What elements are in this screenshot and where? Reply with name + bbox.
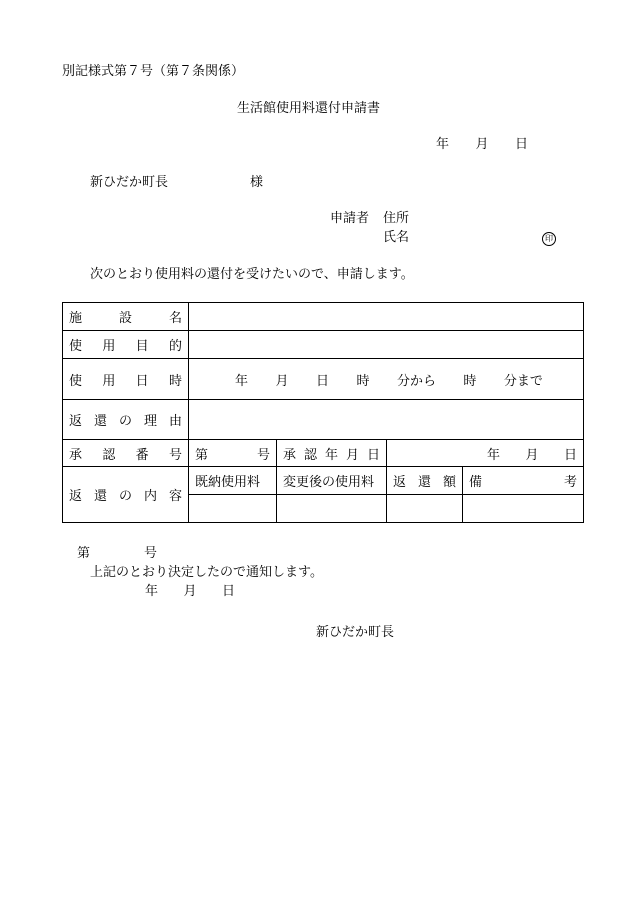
day-label: 日 (514, 137, 528, 152)
value-part: 考 (563, 475, 577, 490)
facility-input[interactable] (189, 303, 584, 331)
label-char: 承 (283, 447, 297, 463)
value-part: 分から (396, 373, 436, 389)
notice-number-prefix: 第 (77, 546, 91, 561)
label-char: 時 (168, 373, 182, 389)
label-char: 用 (102, 339, 116, 354)
seal-icon: 印 (542, 232, 556, 246)
value-part: 備 (469, 475, 483, 490)
approval-date-value (487, 444, 577, 463)
refund-amount-input[interactable] (387, 495, 463, 523)
label-char: の (118, 489, 132, 504)
label-char: 名 (168, 311, 182, 326)
datetime-label-cell (63, 359, 189, 400)
notice-day: 日 (221, 584, 235, 599)
label-char: 還 (417, 475, 431, 490)
refund-detail-label-cell (63, 467, 189, 523)
approval-no-label-cell (63, 440, 189, 467)
label-char: 理 (143, 414, 157, 429)
approval-no-value (195, 444, 270, 463)
addressee-honorific: 様 (250, 175, 264, 190)
label-char: 的 (168, 339, 182, 354)
refund-amount-header (387, 467, 463, 495)
facility-label (69, 307, 182, 326)
reason-label (69, 410, 182, 429)
seal-mark (542, 230, 556, 246)
document-title: 生活館使用料還付申請書 (237, 101, 381, 116)
notice-date (145, 584, 235, 600)
approval-date-input[interactable] (387, 440, 584, 467)
value-part: 年 (235, 373, 249, 389)
label-char: 施 (69, 311, 83, 326)
datetime-input[interactable] (189, 359, 584, 400)
label-char: 日 (135, 373, 149, 389)
form-reference: 別記様式第７号（第７条関係） (62, 64, 245, 79)
remarks-header-text (469, 471, 577, 490)
label-char: 年 (324, 447, 338, 463)
application-table (62, 302, 584, 523)
label-char: 返 (393, 475, 407, 490)
value-part: 月 (275, 373, 289, 389)
reason-label-cell (63, 400, 189, 440)
addressee-name: 新ひだか町長 (90, 175, 169, 190)
value-part: 日 (563, 447, 577, 463)
purpose-input[interactable] (189, 331, 584, 359)
value-part: 年 (487, 447, 501, 463)
notice-number (77, 546, 157, 562)
paid-fee-header (189, 467, 277, 495)
changed-fee-header (277, 467, 387, 495)
reason-input[interactable] (189, 400, 584, 440)
label-char: の (118, 414, 132, 429)
application-date (436, 137, 528, 153)
refund-amount-header-text (393, 471, 456, 490)
value-part: 月 (525, 447, 539, 463)
notice-year: 年 (145, 584, 159, 599)
purpose-label-cell (63, 331, 189, 359)
approval-no-input[interactable] (189, 440, 277, 467)
label-char: 容 (168, 489, 182, 504)
label-char: 承 (69, 447, 83, 463)
label-char: 号 (168, 447, 182, 463)
label-char: 使 (69, 339, 83, 354)
label-char: 使 (69, 373, 83, 389)
approval-date-label-cell (277, 440, 387, 467)
label-char: 還 (93, 489, 107, 504)
value-part: 第 (195, 447, 209, 463)
month-label: 月 (475, 137, 489, 152)
refund-detail-label (69, 485, 182, 504)
label-char: 内 (143, 489, 157, 504)
approval-date-label (283, 444, 380, 463)
value-part: 時 (356, 373, 370, 389)
approval-no-label (69, 444, 182, 463)
label-char: 認 (102, 447, 116, 463)
datetime-value (235, 370, 543, 389)
paid-fee-input[interactable] (189, 495, 277, 523)
applicant-label: 申請者 (330, 211, 370, 226)
purpose-label (69, 335, 182, 354)
label-char: 還 (93, 414, 107, 429)
value-part: 分まで (503, 373, 543, 389)
label-char: 目 (135, 339, 149, 354)
notice-month: 月 (183, 584, 197, 599)
applicant-address-label: 住所 (383, 211, 410, 226)
label-char: 用 (102, 373, 116, 389)
label-char: 返 (69, 414, 83, 429)
intro-text: 次のとおり使用料の還付を受けたいので、申請します。 (90, 267, 414, 282)
label-char: 由 (168, 414, 182, 429)
label-char: 認 (303, 447, 317, 463)
label-char: 設 (118, 311, 132, 326)
label-char: 月 (345, 447, 359, 463)
remarks-header (463, 467, 584, 495)
facility-label-cell (63, 303, 189, 331)
year-label: 年 (436, 137, 450, 152)
label-char: 日 (366, 447, 380, 463)
notice-signer: 新ひだか町長 (316, 625, 395, 640)
datetime-label (69, 370, 182, 389)
value-part: 時 (463, 373, 477, 389)
applicant-name-label: 氏名 (383, 230, 410, 245)
label-char: 番 (135, 447, 149, 463)
paid-fee-header-text: 既納使用料 (195, 475, 261, 490)
changed-fee-header-text: 変更後の使用料 (283, 475, 375, 490)
label-char: 返 (69, 489, 83, 504)
notice-number-suffix: 号 (143, 546, 157, 561)
value-part: 号 (256, 447, 270, 463)
value-part: 日 (315, 373, 329, 389)
remarks-input[interactable] (463, 495, 584, 523)
label-char: 額 (442, 475, 456, 490)
changed-fee-input[interactable] (277, 495, 387, 523)
notice-text: 上記のとおり決定したので通知します。 (90, 565, 323, 580)
